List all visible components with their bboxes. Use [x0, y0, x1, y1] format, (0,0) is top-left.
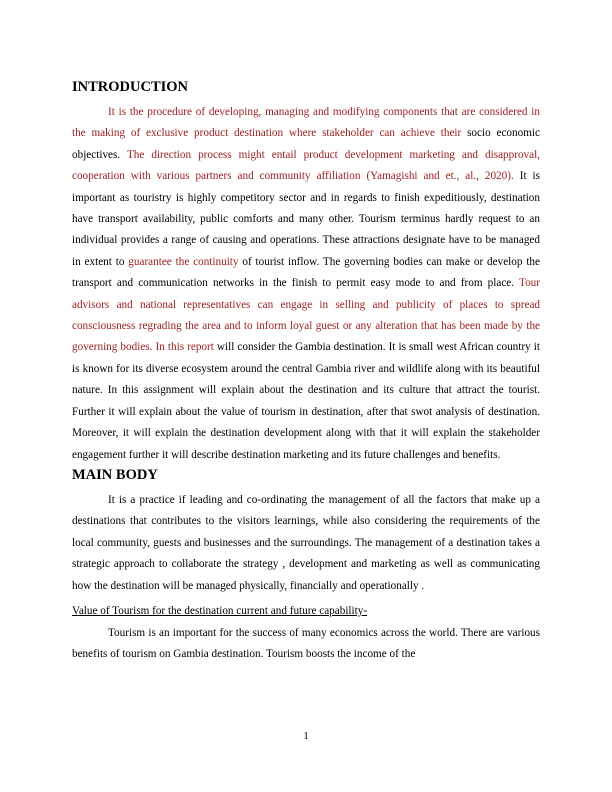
main-body-heading: MAIN BODY — [72, 466, 158, 483]
intro-segment: will consider the Gambia destination. It is small west African country it is known for its diverse ecosystem around the central Gambia river and wildlife along with its beautiful nature. In this assignment will explain about the destination and its culture that attract the tourist. Further it will explain about the value of tourism in destination, after that swot analysis of destination. Moreover, it will explain the destination development along with that it will explain the stakeholder engagement further it will describe destination marketing and its future challenges and benefits. — [72, 341, 540, 461]
page-number: 1 — [303, 730, 309, 742]
intro-segment: The direction process might entail product development marketing and disapproval, cooperation with various partners and community affiliation (Yamagishi and et., al., 2020). — [72, 148, 541, 183]
intro-segment: of tourist inflow. The governing bodies can make or develop the transport and communication networks in the finish to permit easy mode to and from place. — [72, 255, 540, 290]
page-content — [72, 78, 540, 666]
value-of-tourism-paragraph: Tourism is an important for the success of many economics across the world. There are various benefits of tourism on Gambia destination. Tourism boosts the income of the — [72, 626, 540, 661]
intro-segment: socio economic objectives. — [72, 127, 540, 161]
intro-segment: guarantee the continuity — [128, 255, 239, 268]
main-body-paragraph: It is a practice if leading and co-ordinating the management of all the factors that make up a destinations that contributes to the visitors learnings, while also considering the requirements of the local community, guests and businesses and the surroundings. The management of a destination takes a strategic approach to collaborate the strategy , development and marketing as well as communicating how the destination will be managed physically, financially and operationally . — [72, 493, 540, 592]
introduction-paragraph — [72, 102, 540, 466]
value-of-tourism-subheading: Value of Tourism for the destination current and future capability- — [72, 604, 368, 617]
introduction-heading: INTRODUCTION — [72, 79, 189, 95]
intro-segment: Tour advisors and national representatives can engage in selling and publicity of places to spread consciousness regrading the area and to inform loyal guest or any alteration that has been made by the governing bodies. In this report — [72, 277, 540, 354]
intro-segment: It is the procedure of developing, managing and modifying components that are considered in the making of exclusive product destination where stakeholder can achieve their — [72, 106, 540, 140]
intro-segment: It is important as touristry is highly competitory sector and in regards to finish expeditiously, destination have transport availability, public comforts and many other. Tourism terminus hardly request to an individual provides a range of causing and operations. These attractions designate have to be managed in extent to — [72, 170, 540, 268]
